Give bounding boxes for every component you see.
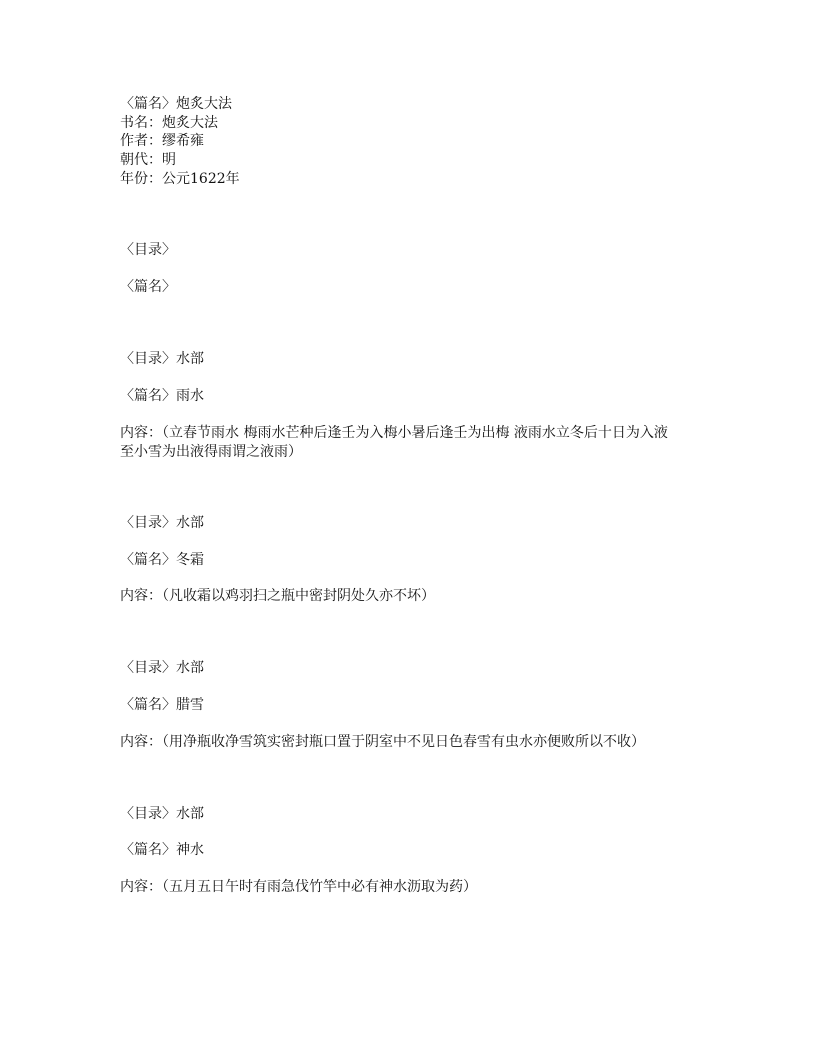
section-content-line: 至小雪为出液得雨谓之液雨） bbox=[120, 444, 302, 460]
section-title: 〈篇名〉腊雪 bbox=[120, 697, 204, 713]
section-content-line: 内容：（立春节雨水 梅雨水芒种后逢壬为入梅小暑后逢壬为出梅 液雨水立冬后十日为入液 bbox=[120, 425, 668, 441]
section-category: 〈目录〉水部 bbox=[120, 351, 204, 367]
section-content: 内容：（五月五日午时有雨急伐竹竿中必有神水沥取为药） bbox=[120, 879, 477, 895]
section-title: 〈篇名〉冬霜 bbox=[120, 552, 204, 568]
section-content: 内容：（凡收霜以鸡羽扫之瓶中密封阴处久亦不坏） bbox=[120, 588, 435, 604]
dynasty-line: 朝代：明 bbox=[120, 152, 176, 168]
section-category: 〈目录〉水部 bbox=[120, 806, 204, 822]
year-line: 年份：公元1622年 bbox=[120, 171, 240, 187]
section-category: 〈目录〉水部 bbox=[120, 515, 204, 531]
header-title-line: 〈篇名〉炮炙大法 bbox=[120, 96, 232, 112]
section-content: 内容：（用净瓶收净雪筑实密封瓶口置于阴室中不见日色春雪有虫水亦便败所以不收） bbox=[120, 734, 645, 750]
toc-chapter-heading: 〈篇名〉 bbox=[120, 279, 176, 295]
section-title: 〈篇名〉神水 bbox=[120, 842, 204, 858]
toc-heading: 〈目录〉 bbox=[120, 242, 176, 258]
book-name-line: 书名：炮炙大法 bbox=[120, 115, 218, 131]
section-title: 〈篇名〉雨水 bbox=[120, 388, 204, 404]
author-line: 作者：缪希雍 bbox=[120, 133, 204, 149]
section-category: 〈目录〉水部 bbox=[120, 660, 204, 676]
